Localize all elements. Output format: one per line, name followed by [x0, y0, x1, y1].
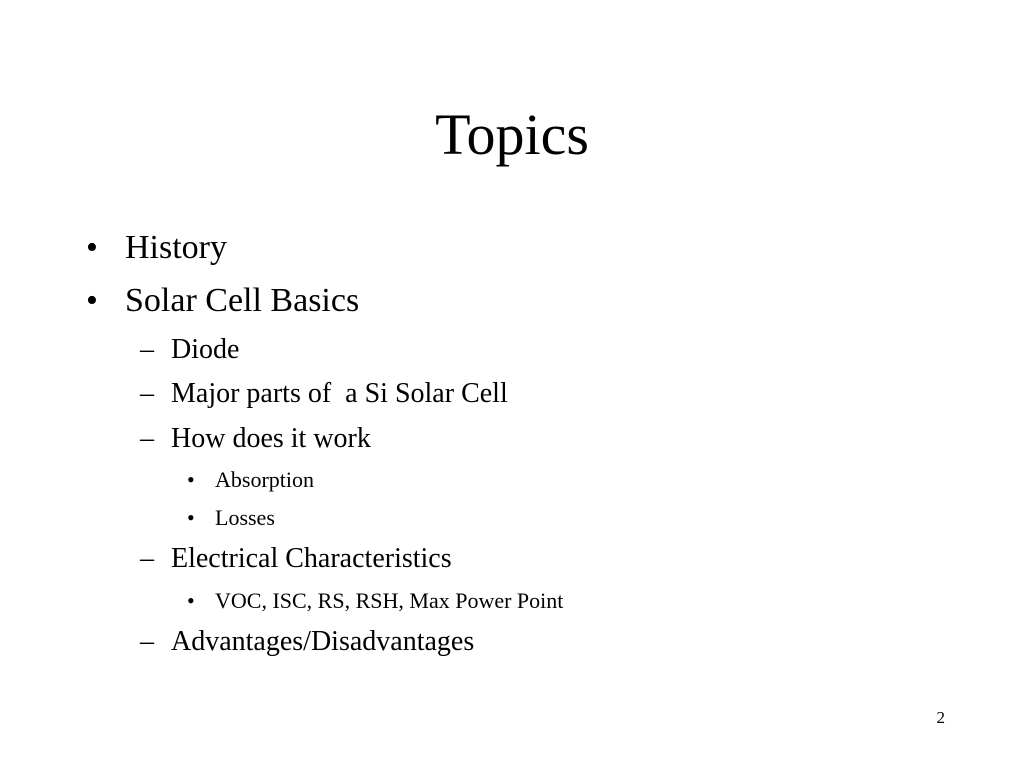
outline-item-label: Advantages/Disadvantages	[171, 626, 475, 657]
bullet-icon: •	[86, 282, 98, 319]
outline-item-label: How does it work	[171, 423, 371, 454]
outline-item-label: Losses	[215, 505, 275, 530]
outline-item-label: History	[125, 229, 227, 266]
outline-item-label: Major parts of a Si Solar Cell	[171, 378, 508, 409]
dash-icon: –	[140, 543, 154, 574]
slide-number: 2	[936, 708, 945, 727]
slide-title: Topics	[435, 102, 589, 167]
bullet-icon: •	[187, 505, 195, 530]
dash-icon: –	[140, 423, 154, 454]
outline-item-label: Solar Cell Basics	[125, 282, 360, 319]
bullet-icon: •	[187, 467, 195, 492]
outline-item-label: Absorption	[215, 467, 314, 492]
bullet-icon: •	[187, 588, 195, 613]
outline-item-diode	[140, 333, 740, 367]
outline-item-major-parts	[140, 377, 740, 411]
bullet-icon: •	[86, 229, 98, 266]
outline-item-label: Electrical Characteristics	[171, 543, 452, 574]
dash-icon: –	[140, 626, 154, 657]
outline-item-absorption	[187, 466, 787, 494]
outline-item-history	[86, 228, 686, 268]
outline-item-how-does-it-work	[140, 422, 740, 456]
outline-item-advantages	[140, 625, 740, 659]
outline-item-solar-cell-basics	[86, 281, 686, 321]
outline-item-electrical-characteristics	[140, 542, 740, 576]
outline-item-label: Diode	[171, 334, 240, 365]
outline-item-voc-isc	[187, 587, 787, 615]
dash-icon: –	[140, 334, 154, 365]
outline-item-label: VOC, ISC, RS, RSH, Max Power Point	[215, 588, 564, 613]
dash-icon: –	[140, 378, 154, 409]
outline-item-losses	[187, 504, 787, 532]
